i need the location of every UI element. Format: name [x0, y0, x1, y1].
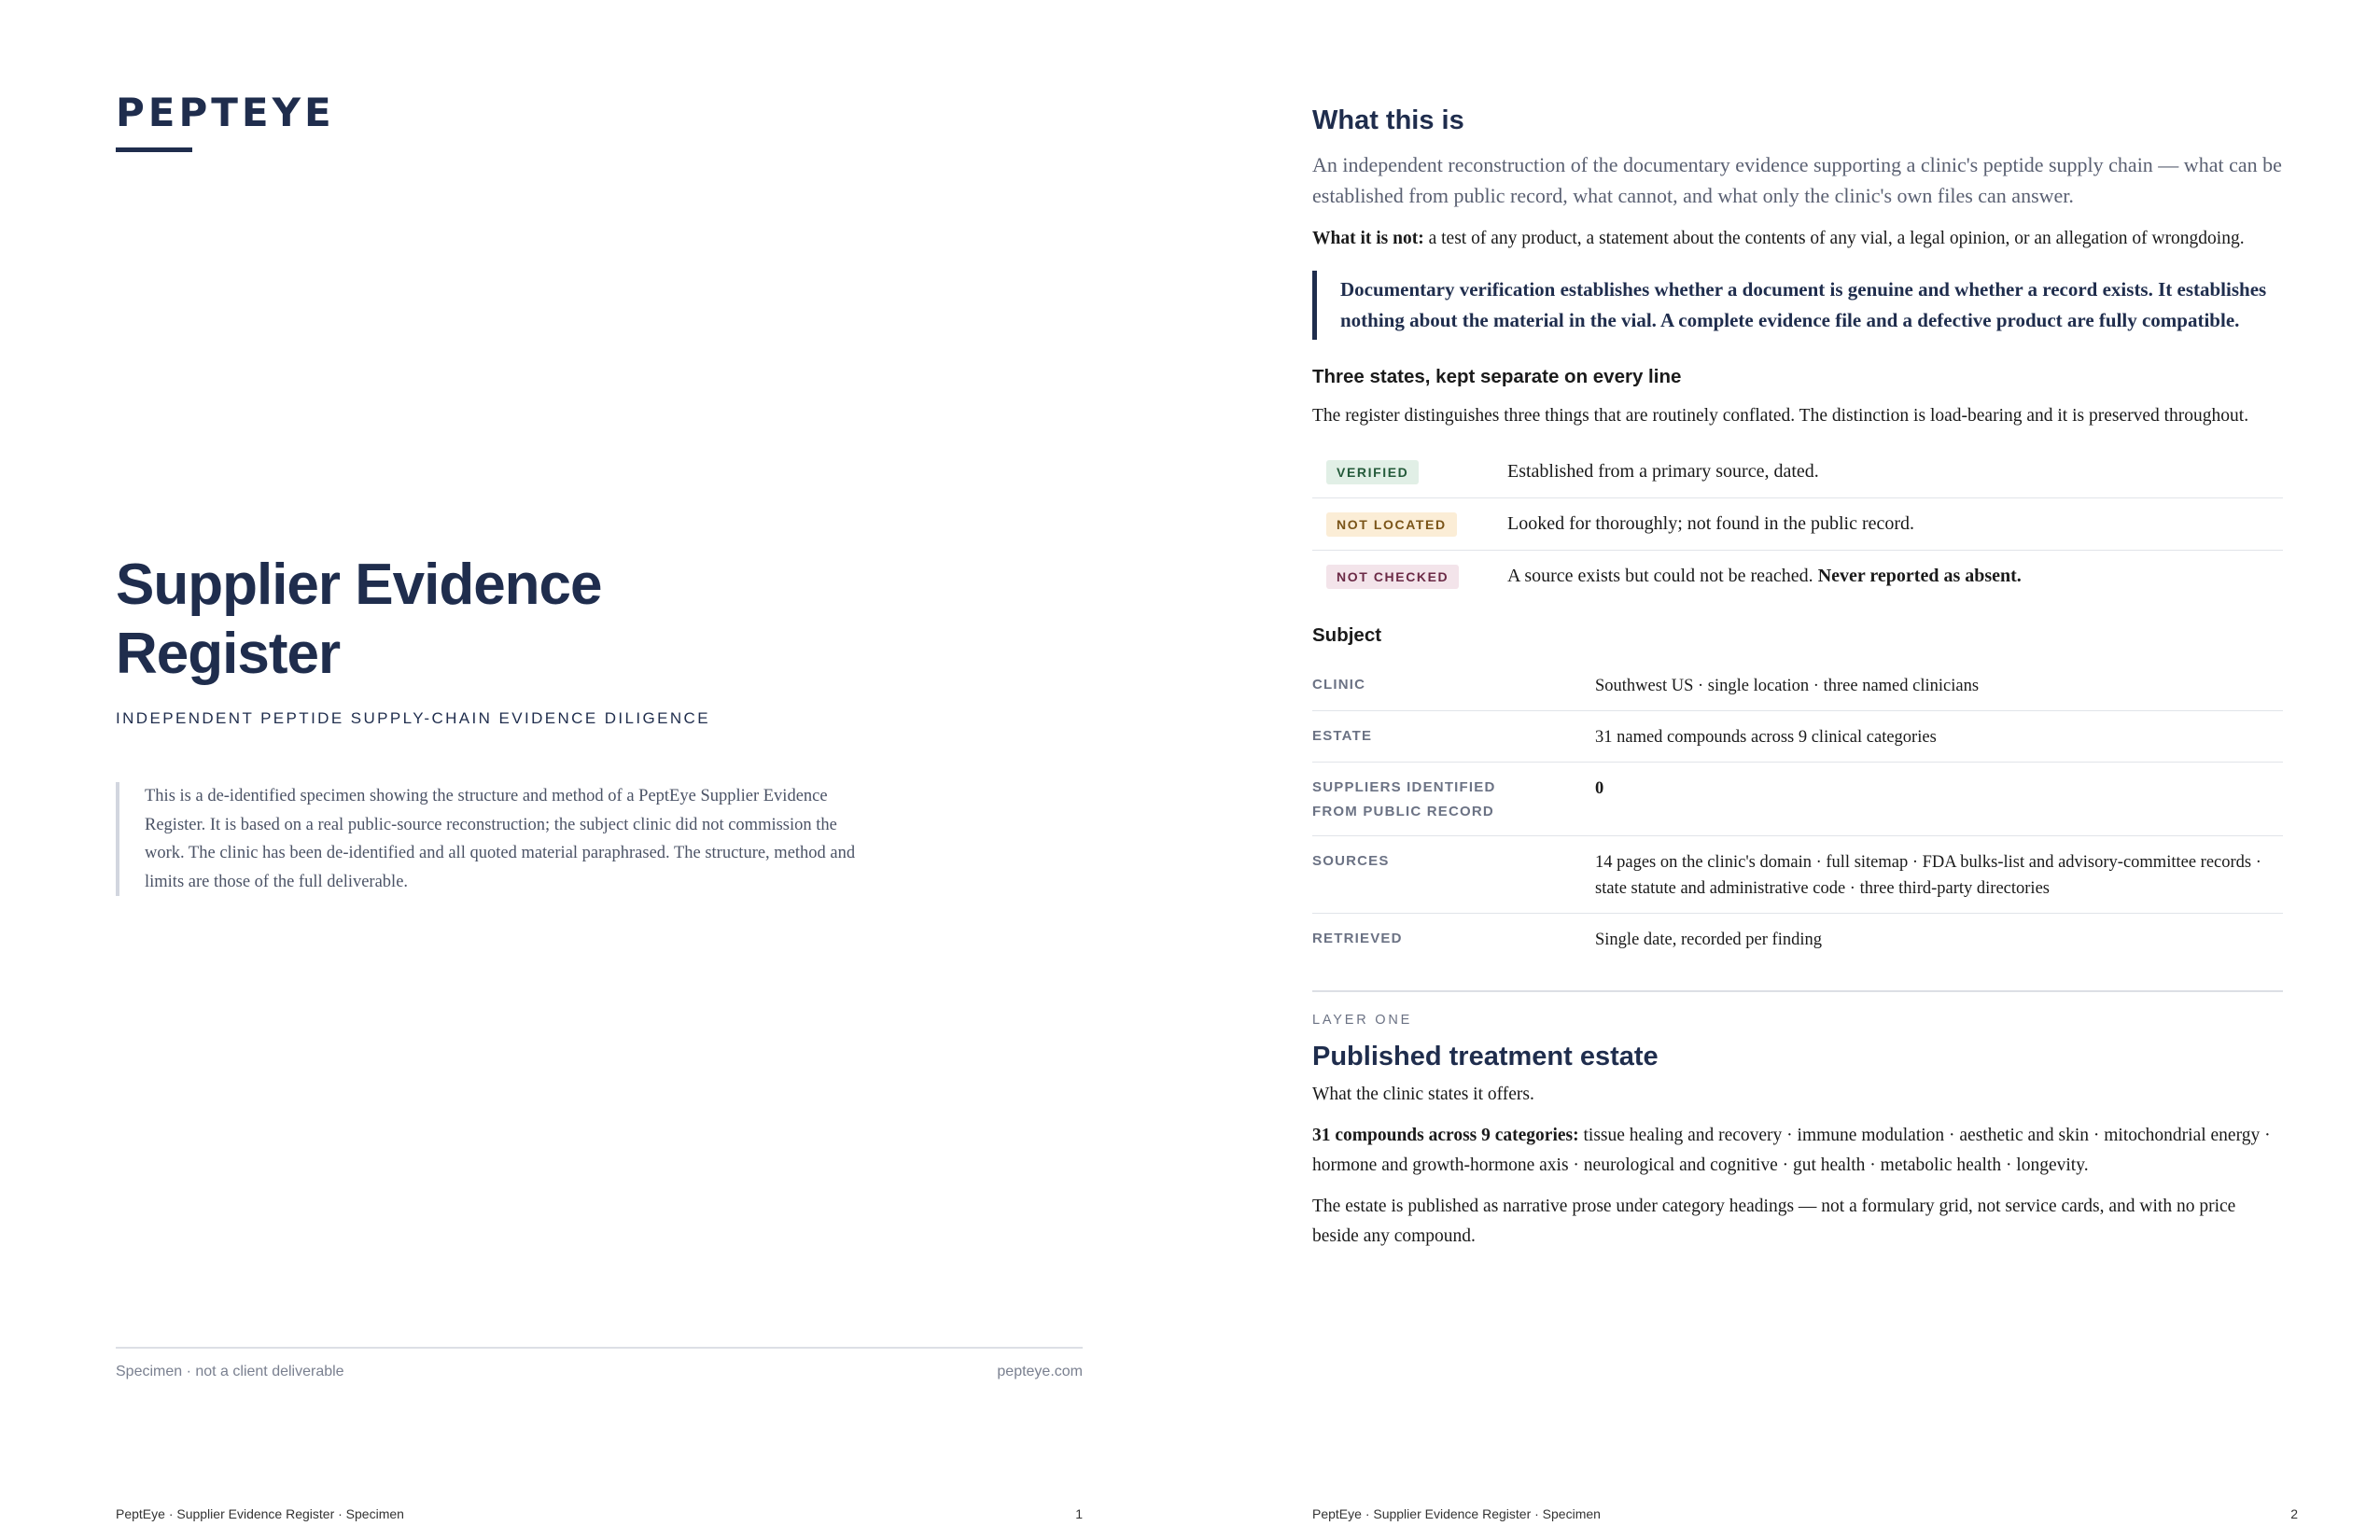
subject-key: SUPPLIERS IDENTIFIED FROM PUBLIC RECORD [1312, 779, 1496, 819]
subject-key: SOURCES [1312, 853, 1390, 869]
what-it-is-not [1312, 224, 2283, 254]
status-badge-not-checked: NOT CHECKED [1326, 565, 1459, 589]
estate-summary [1312, 1121, 2283, 1181]
state-row-not-located [1312, 498, 2283, 551]
specimen-note: This is a de-identified specimen showing the structure and method of a PeptEye Supplier Evidence Register. It is based on a real public-source reconstruction; the subject clinic did not commission the work. The clinic has been de-identified and all quoted material paraphrased. The structure, method and limits are those of the full deliverable. [116, 782, 868, 896]
subject-row [1312, 763, 2283, 836]
state-description [1507, 566, 2022, 587]
state-desc-text: Looked for thoroughly; not found in the public record. [1507, 513, 1915, 534]
subject-table [1312, 660, 2283, 964]
what-this-is-heading: What this is [1312, 105, 1464, 135]
layer-heading: Published treatment estate [1312, 1042, 1659, 1071]
status-badge-verified: VERIFIED [1326, 460, 1419, 484]
running-footer: PeptEye · Supplier Evidence Register · Specimen [116, 1506, 404, 1521]
pepteye-logo [116, 90, 335, 159]
content-page [1190, 0, 2380, 1540]
state-desc-text: A source exists but could not be reached. [1507, 566, 1818, 586]
cover-footer-specimen: Specimen · not a client deliverable [116, 1364, 344, 1379]
subject-row [1312, 660, 2283, 711]
subject-row [1312, 711, 2283, 763]
subject-key: CLINIC [1312, 677, 1366, 693]
page-number: 1 [1075, 1506, 1083, 1521]
what-this-is-lede: An independent reconstruction of the documentary evidence supporting a clinic's peptide supply chain — what can be established from public record, what cannot, and what only the clinic's own files can answer. [1312, 153, 2282, 207]
logo-underline [116, 147, 192, 152]
layer-intro: What the clinic states it offers. [1312, 1085, 1534, 1104]
states-intro: The register distinguishes three things that are routinely conflated. The distinction is load-bearing and it is preserved throughout. [1312, 406, 2249, 426]
key-callout: Documentary verification establishes whether a document is genuine and whether a record exists. It establishes nothing about the material in the vial. A complete evidence file and a defective product are fully compatible. [1312, 271, 2283, 340]
running-footer: PeptEye · Supplier Evidence Register · Specimen [1312, 1506, 1601, 1521]
state-desc-emphasis: Never reported as absent. [1817, 566, 2022, 586]
state-description [1507, 513, 1914, 535]
states-table [1312, 446, 2283, 602]
section-divider [1312, 990, 2283, 992]
estate-format-note: The estate is published as narrative prose under category headings — not a formulary grid, not service cards, and with no price beside any compound. [1312, 1197, 2236, 1246]
what-it-is-not-text: a test of any product, a statement about the contents of any vial, a legal opinion, or an allegation of wrongdoing. [1423, 229, 2245, 248]
layer-eyebrow: LAYER ONE [1312, 1013, 1413, 1028]
content-column [1312, 103, 2283, 1252]
page-number: 2 [2290, 1506, 2298, 1521]
logo-wordmark: PEPTEYE [116, 90, 335, 135]
subject-value: Southwest US · single location · three named clinicians [1595, 677, 1980, 695]
state-description [1507, 461, 1819, 483]
state-desc-text: Established from a primary source, dated. [1507, 461, 1819, 482]
title-line-1: Supplier Evidence [116, 553, 602, 617]
subject-row [1312, 914, 2283, 964]
document-subtitle: INDEPENDENT PEPTIDE SUPPLY-CHAIN EVIDENCE DILIGENCE [116, 709, 710, 727]
cover-footer-divider [116, 1347, 1083, 1349]
subject-key: ESTATE [1312, 728, 1373, 744]
document-title [116, 551, 769, 689]
subject-heading: Subject [1312, 624, 1382, 646]
cover-footer-website: pepteye.com [997, 1364, 1083, 1379]
state-row-verified [1312, 446, 2283, 498]
subject-value: Single date, recorded per finding [1595, 931, 1822, 949]
subject-key: RETRIEVED [1312, 931, 1403, 946]
state-row-not-checked [1312, 551, 2283, 602]
status-badge-not-located: NOT LOCATED [1326, 512, 1457, 537]
title-line-2: Register [116, 622, 341, 686]
estate-summary-label: 31 compounds across 9 categories: [1312, 1126, 1579, 1145]
states-heading: Three states, kept separate on every line [1312, 366, 1682, 387]
subject-value: 0 [1595, 779, 1604, 798]
subject-value: 31 named compounds across 9 clinical categories [1595, 728, 1937, 747]
estate-summary-text: tissue healing and recovery · immune modulation · aesthetic and skin · mitochondrial energy · hormone and growth-hormone axis · neurological and cognitive · gut health · metabolic health · longevity. [1312, 1126, 2271, 1175]
subject-row [1312, 836, 2283, 914]
what-it-is-not-label: What it is not: [1312, 229, 1424, 248]
subject-value: 14 pages on the clinic's domain · full sitemap · FDA bulks-list and advisory-committee records · state statute and administrative code · three third-party directories [1595, 853, 2261, 898]
